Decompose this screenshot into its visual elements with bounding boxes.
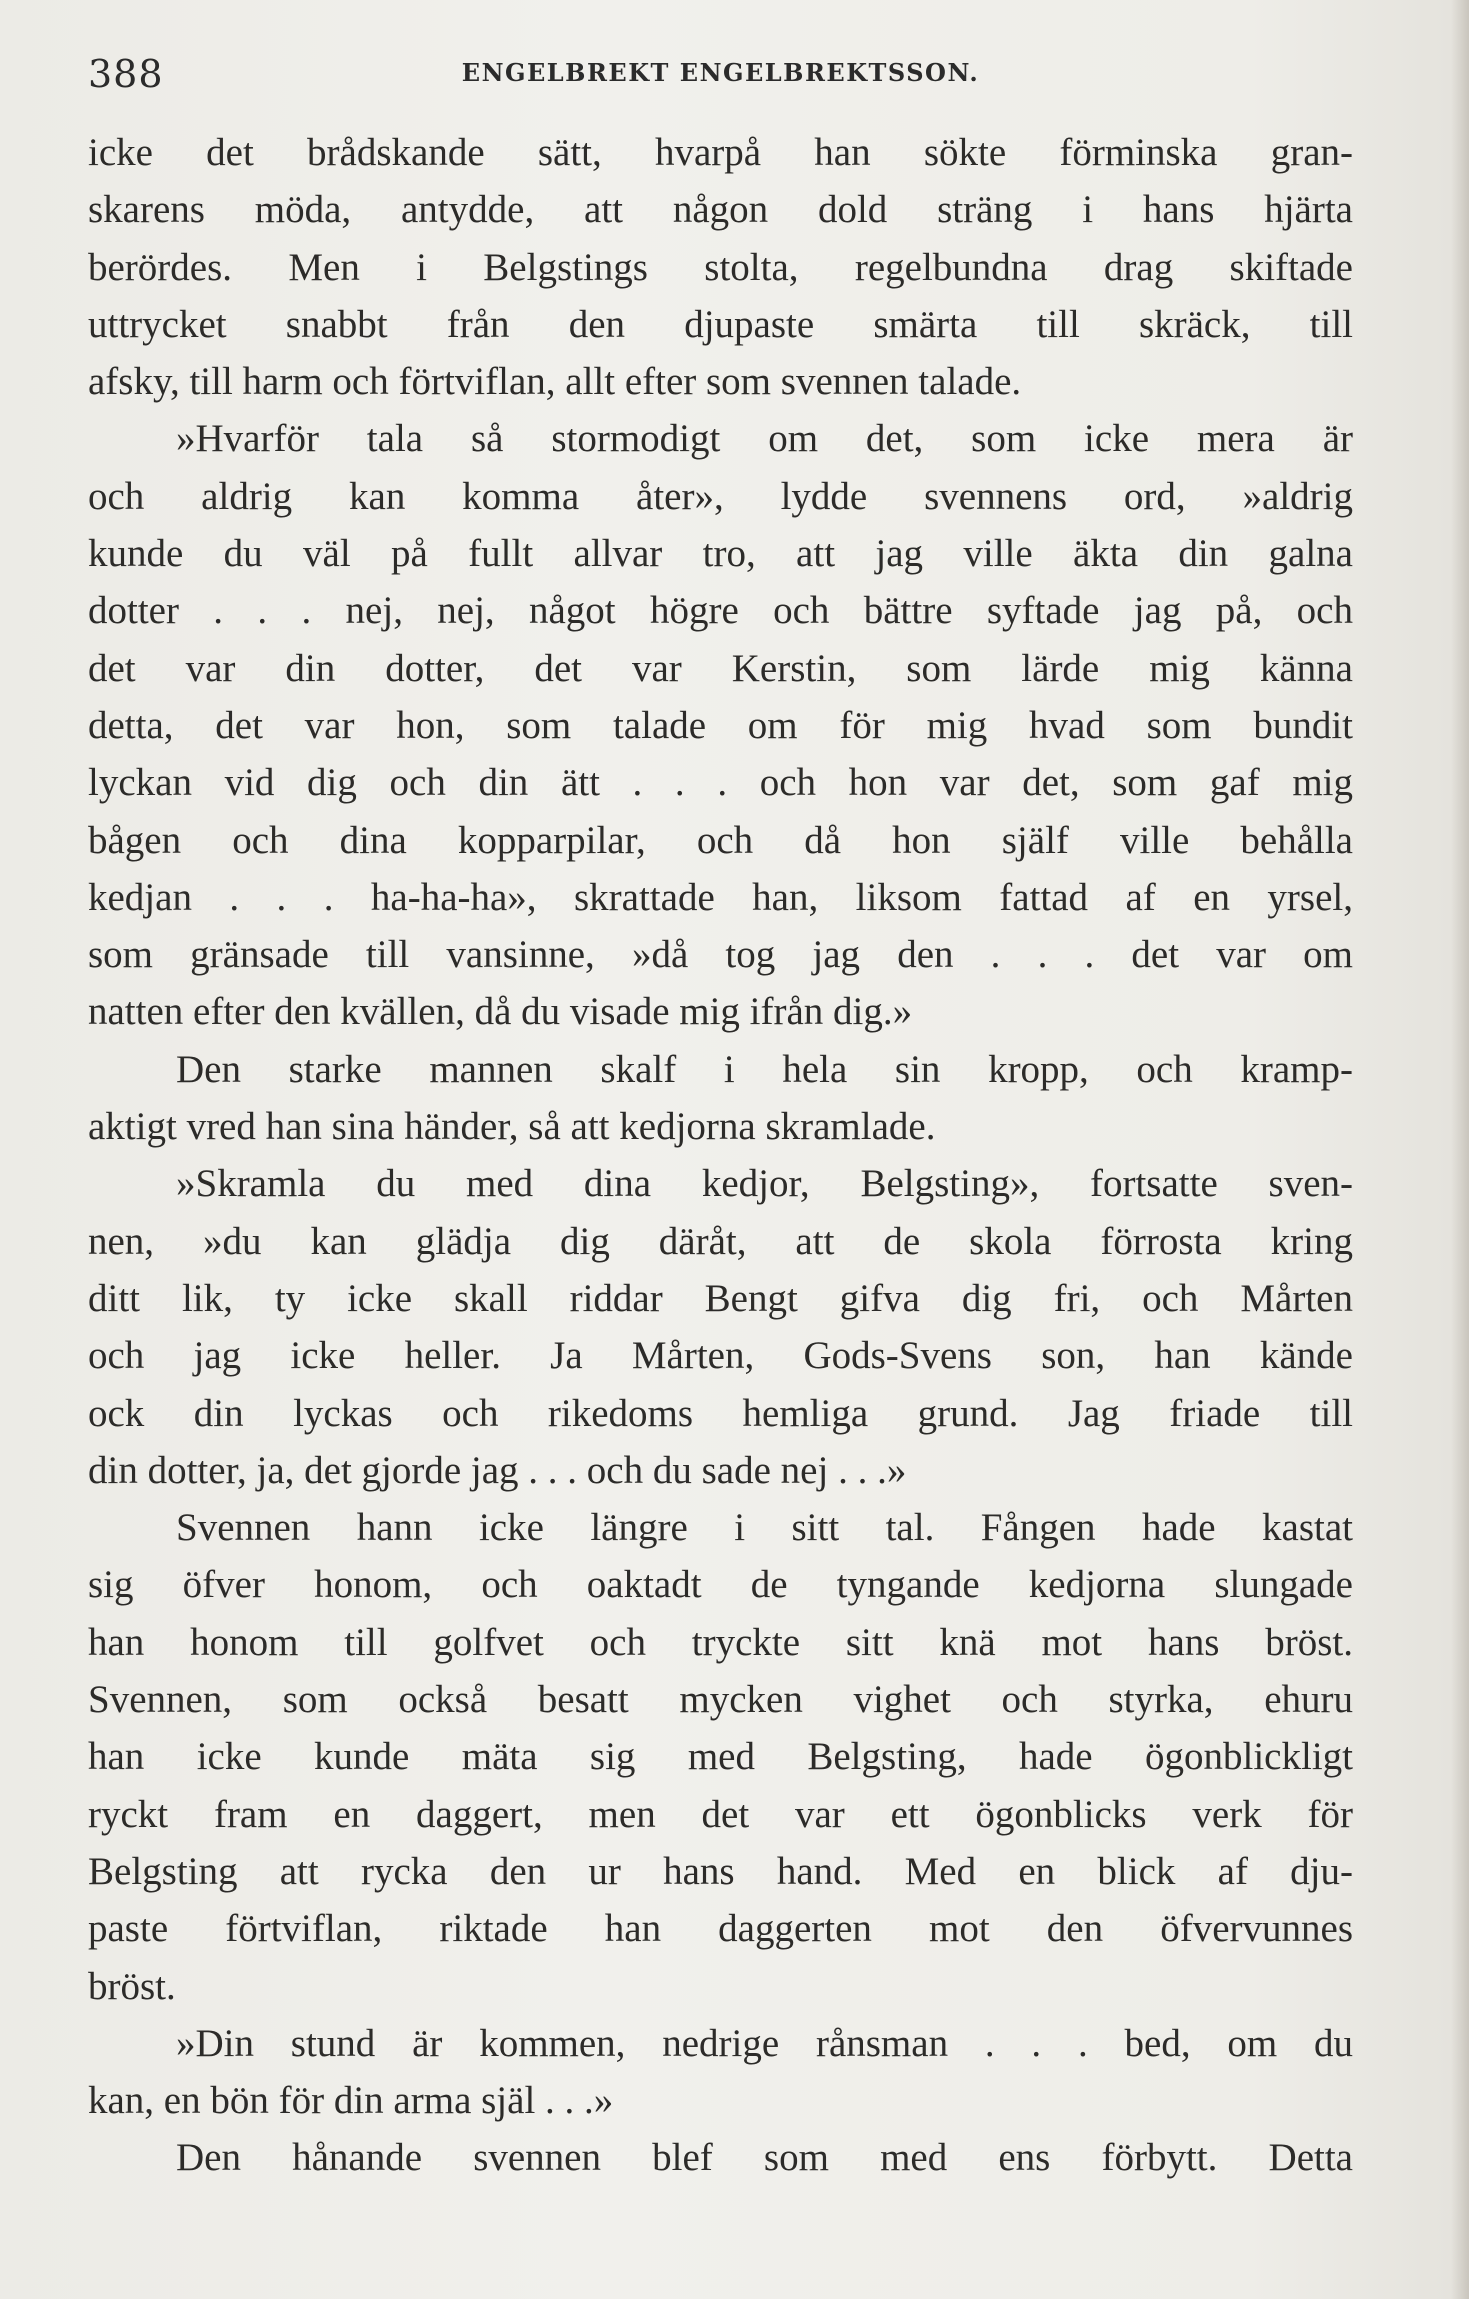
text-line: han icke kunde mäta sig med Belgsting, hade ögonblickligt — [88, 1735, 1353, 1779]
text-line: ock din lyckas och rikedoms hemliga grund. Jag friade till — [88, 1391, 1353, 1435]
text-line: paste förtviflan, riktade han daggerten mot den öfvervunnes — [88, 1907, 1353, 1951]
text-line: Den hånande svennen blef som med ens förbytt. Detta — [176, 2136, 1353, 2180]
text-line: Den starke mannen skalf i hela sin kropp, och kramp- — [176, 1047, 1353, 1091]
running-title: ENGELBREKT ENGELBREKTSSON. — [461, 58, 980, 87]
text-line: sig öfver honom, och oaktadt de tyngande kedjorna slungade — [88, 1563, 1353, 1607]
text-line: skarens möda, antydde, att någon dold sträng i hans hjärta — [88, 188, 1353, 232]
text-line: Svennen, som också besatt mycken vighet och styrka, ehuru — [88, 1678, 1353, 1722]
text-line: kedjan . . . ha-ha-ha», skrattade han, liksom fattad af en yrsel, — [88, 875, 1353, 919]
text-line: kunde du väl på fullt allvar tro, att jag ville äkta din galna — [88, 532, 1353, 576]
text-line: Belgsting att rycka den ur hans hand. Med en blick af dju- — [88, 1849, 1353, 1893]
text-line: »Hvarför tala så stormodigt om det, som icke mera är — [176, 417, 1353, 461]
text-line: ryckt fram en daggert, men det var ett ögonblicks verk för — [88, 1792, 1353, 1836]
text-line: din dotter, ja, det gjorde jag . . . och du sade nej . . .» — [88, 1448, 907, 1492]
text-line: ditt lik, ty icke skall riddar Bengt gifva dig fri, och Mårten — [88, 1276, 1353, 1320]
text-line: aktigt vred han sina händer, så att kedjorna skramlade. — [88, 1105, 936, 1149]
text-line: berördes. Men i Belgstings stolta, regelbundna drag skiftade — [88, 245, 1353, 289]
body-text — [88, 124, 1353, 2187]
page-edge-shadow — [1451, 0, 1469, 2299]
text-line: afsky, till harm och förtviflan, allt efter som svennen talade. — [88, 360, 1022, 404]
text-line: dotter . . . nej, nej, något högre och bättre syftade jag på, och — [88, 589, 1353, 633]
text-line: natten efter den kvällen, då du visade mig ifrån dig.» — [88, 990, 913, 1034]
text-line: uttrycket snabbt från den djupaste smärta till skräck, till — [88, 302, 1353, 346]
text-line: nen, »du kan glädja dig däråt, att de skola förrosta kring — [88, 1219, 1353, 1263]
text-line: bröst. — [88, 1964, 176, 2008]
page-number: 388 — [88, 52, 164, 96]
text-line: han honom till golfvet och tryckte sitt knä mot hans bröst. — [88, 1620, 1353, 1664]
page-header — [88, 52, 1353, 102]
text-line: kan, en bön för din arma själ . . .» — [88, 2079, 614, 2123]
text-line: det var din dotter, det var Kerstin, som lärde mig känna — [88, 646, 1353, 690]
text-line: icke det brådskande sätt, hvarpå han sökte förminska gran- — [88, 131, 1353, 174]
text-line: och jag icke heller. Ja Mårten, Gods-Svens son, han kände — [88, 1334, 1353, 1378]
text-line: »Skramla du med dina kedjor, Belgsting», fortsatte sven- — [176, 1162, 1353, 1206]
text-line: Svennen hann icke längre i sitt tal. Fången hade kastat — [176, 1506, 1353, 1550]
text-line: och aldrig kan komma åter», lydde svennens ord, »aldrig — [88, 474, 1353, 518]
text-line: lyckan vid dig och din ätt . . . och hon var det, som gaf mig — [88, 761, 1353, 805]
text-line: detta, det var hon, som talade om för mig hvad som bundit — [88, 703, 1353, 747]
text-line: bågen och dina kopparpilar, och då hon själf ville behålla — [88, 818, 1353, 862]
text-line: som gränsade till vansinne, »då tog jag den . . . det var om — [88, 933, 1353, 977]
text-line: »Din stund är kommen, nedrige rånsman . . . bed, om du — [176, 2021, 1353, 2065]
